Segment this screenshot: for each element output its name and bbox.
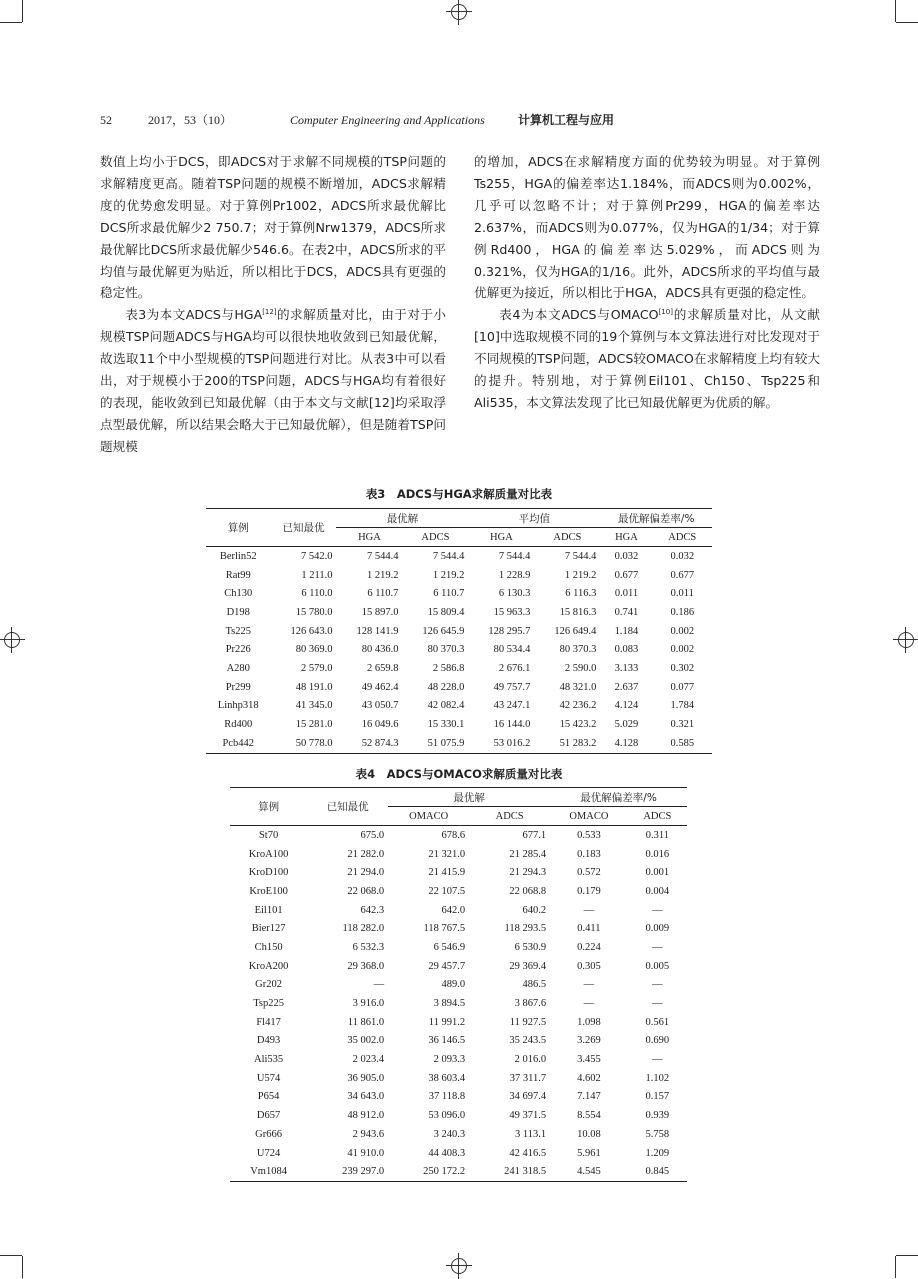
table-cell: 0.077 (670, 681, 695, 693)
table-row (206, 734, 712, 753)
cell-instance: KroE100 (249, 885, 288, 897)
table-cell: 6 130.3 (498, 588, 531, 600)
table-cell: 2 016.0 (514, 1054, 547, 1066)
cell-instance: D657 (256, 1110, 281, 1122)
table-cell: 15 963.3 (493, 606, 531, 618)
table-cell: 11 861.0 (347, 1016, 385, 1028)
table-cell: 1.784 (670, 700, 695, 712)
table-cell: 7 544.4 (564, 550, 597, 562)
table-row (206, 678, 712, 697)
table-cell: 22 068.0 (347, 885, 385, 897)
registration-mark-bottom (446, 1253, 472, 1279)
table-cell: 640.2 (522, 904, 547, 916)
table-cell: 80 369.0 (295, 644, 333, 656)
table-cell: 53 096.0 (428, 1110, 466, 1122)
table-cell: 0.016 (645, 848, 670, 860)
table-cell: 0.009 (645, 923, 670, 935)
cell-instance: D493 (256, 1035, 281, 1047)
col-header-best: 最优解 (336, 509, 468, 528)
sub-header-adcs: ADCS (553, 531, 582, 543)
table-cell: 6 110.7 (367, 588, 399, 600)
table-cell: 49 757.7 (493, 681, 531, 693)
cell-instance: Rat99 (225, 569, 251, 581)
cell-instance: KroA100 (248, 848, 289, 860)
table-cell: — (652, 904, 663, 916)
table-cell: 0.186 (670, 606, 695, 618)
cell-instance: Pr226 (225, 644, 251, 656)
table-row (230, 994, 687, 1013)
paragraph: 数值上均小于DCS，即ADCS对于求解不同规模的TSP问题的求解精度更高。随着TSP问题的规模不断增加，ADCS求解精度的优势愈发明显。对于算例Pr1002，ADCS所求最优解比DCS所求最优解少2 750.7；对于算例Nrw1379，ADCS所求最优解比DCS所求最优解少546.6。在表2中，ADCS所求的平均值与最优解更为贴近，所以相比于DCS，ADCS具有更强的稳定性。 (100, 154, 446, 301)
paragraph-text: 表4为本文ADCS与OMACO (499, 307, 659, 323)
table-cell: 38 603.4 (428, 1072, 466, 1084)
table-cell: 43 050.7 (361, 700, 399, 712)
cell-instance: Bier127 (251, 923, 286, 935)
cell-instance: Ts225 (225, 625, 251, 637)
table-cell: 21 282.0 (347, 848, 385, 860)
right-column (474, 151, 820, 414)
crop-mark (895, 1256, 896, 1278)
table-cell: 0.002 (670, 625, 695, 637)
sub-header-hga: HGA (490, 531, 513, 543)
table-cell: 1.209 (645, 1147, 670, 1159)
table-cell: 49 371.5 (509, 1110, 547, 1122)
table-cell: 7 544.4 (432, 550, 465, 562)
citation-ref: [10] (658, 308, 673, 317)
table-cell: 241 318.5 (504, 1166, 547, 1178)
table-cell: 126 643.0 (290, 625, 333, 637)
paragraph-text: 表3为本文ADCS与HGA (125, 307, 263, 323)
table-cell: 1 211.0 (301, 569, 333, 581)
table-row (230, 957, 687, 976)
table-row (230, 863, 687, 882)
table-cell: 15 897.0 (361, 606, 399, 618)
cell-instance: Gr666 (255, 1128, 283, 1140)
table-cell: 0.561 (645, 1016, 670, 1028)
table-cell: 36 146.5 (428, 1035, 466, 1047)
table-cell: 0.083 (614, 644, 639, 656)
table-cell: 126 649.4 (554, 625, 597, 637)
table-cell: 126 645.9 (422, 625, 465, 637)
table-cell: 0.157 (645, 1091, 670, 1103)
table-cell: 1.184 (614, 625, 639, 637)
table-row (230, 976, 687, 995)
table4-caption: 表4 ADCS与OMACO求解质量对比表 (355, 767, 563, 781)
cell-instance: U574 (256, 1072, 281, 1084)
running-head (100, 111, 820, 131)
table-cell: 3 916.0 (352, 998, 385, 1010)
table-cell: 0.224 (577, 941, 601, 953)
table-cell: 0.302 (670, 662, 695, 674)
table-cell: 11 991.2 (428, 1016, 466, 1028)
table-row (230, 1013, 687, 1032)
journal-title-cn: 计算机工程与应用 (518, 113, 615, 127)
table-row (206, 659, 712, 678)
col-header-instance: 算例 (206, 509, 270, 547)
sub-header-adcs: ADCS (495, 810, 524, 822)
table-cell: 0.677 (670, 569, 695, 581)
table-cell: 2 093.3 (433, 1054, 466, 1066)
table-cell: 2 579.0 (300, 662, 333, 674)
table-cell: 43 247.1 (493, 700, 531, 712)
table-cell: 49 462.4 (361, 681, 399, 693)
table-cell: 3.455 (577, 1054, 601, 1066)
crop-mark (0, 22, 22, 23)
table-cell: 29 457.7 (428, 960, 466, 972)
cell-instance: Ch150 (254, 941, 283, 953)
col-header-known-optimal: 已知最优 (307, 788, 388, 826)
table-cell: — (583, 904, 595, 916)
table-cell: 42 082.4 (427, 700, 465, 712)
table-cell: 1.098 (577, 1016, 601, 1028)
table-cell: 15 809.4 (427, 606, 465, 618)
table-cell: 3 240.3 (433, 1128, 466, 1140)
table-cell: 15 780.0 (295, 606, 333, 618)
cell-instance: Berlin52 (219, 550, 257, 562)
cell-instance: Vm1084 (250, 1166, 287, 1178)
table-cell: 118 767.5 (423, 923, 466, 935)
table-cell: 29 368.0 (347, 960, 385, 972)
table-row (230, 1162, 687, 1181)
table-row (230, 938, 687, 957)
table-cell: 2.637 (614, 681, 639, 693)
table-cell: 0.032 (670, 550, 695, 562)
table-cell: 0.741 (614, 606, 639, 618)
sub-header-omaco: OMACO (569, 810, 609, 822)
cell-instance: Pr299 (225, 681, 251, 693)
crop-mark (896, 1255, 918, 1256)
table-cell: 10.08 (577, 1128, 601, 1140)
paragraph (474, 304, 820, 414)
table-cell: 44 408.3 (428, 1147, 466, 1159)
table-cell: 53 016.2 (493, 737, 531, 749)
table-row (230, 826, 687, 845)
cell-instance: St70 (258, 829, 279, 841)
table-cell: 0.002 (670, 644, 695, 656)
table-cell: 37 311.7 (509, 1072, 547, 1084)
table-cell: 2 586.8 (432, 662, 465, 674)
table-cell: — (583, 998, 595, 1010)
table-cell: 675.0 (360, 829, 385, 841)
table-cell: 6 116.3 (565, 588, 597, 600)
table-cell: 1 219.2 (366, 569, 399, 581)
cell-instance: P654 (257, 1091, 280, 1103)
table-row (206, 622, 712, 641)
paragraph (100, 304, 446, 457)
table-cell: 15 281.0 (295, 719, 333, 731)
table-cell: — (652, 979, 663, 991)
table-cell: 250 172.2 (423, 1166, 466, 1178)
sub-header-adcs: ADCS (421, 531, 450, 543)
table-cell: 0.690 (645, 1035, 670, 1047)
col-header-instance: 算例 (230, 788, 307, 826)
table-row (230, 1032, 687, 1051)
table3-caption: 表3 ADCS与HGA求解质量对比表 (365, 487, 553, 501)
table-cell: 0.004 (645, 885, 670, 897)
table-cell: 6 546.9 (433, 941, 466, 953)
registration-mark-right (893, 627, 918, 653)
table-cell: 3 867.6 (514, 998, 547, 1010)
table-cell: 8.554 (577, 1110, 601, 1122)
table-cell: 118 293.5 (504, 923, 547, 935)
table-cell: 51 075.9 (427, 737, 465, 749)
table-cell: 22 107.5 (428, 885, 466, 897)
crop-mark (0, 1255, 22, 1256)
table-cell: 1.102 (645, 1072, 670, 1084)
table-cell: 80 370.3 (427, 644, 465, 656)
table-row (206, 566, 712, 585)
registration-mark-left (0, 627, 25, 653)
table-cell: 486.5 (522, 979, 547, 991)
table-cell: 52 874.3 (361, 737, 399, 749)
table-cell: 4.124 (614, 700, 639, 712)
table-cell: 36 905.0 (347, 1072, 385, 1084)
table-cell: 6 530.9 (514, 941, 547, 953)
paragraph: 的增加，ADCS在求解精度方面的优势较为明显。对于算例Ts255，HGA的偏差率达1.184%，而ADCS则为0.002%，几乎可以忽略不计；对于算例Pr299，HGA的偏差率达2.637%，而ADCS则为0.077%，仅为HGA的1/34；对于算例Rd400，HGA的偏差率达5.029%，而ADCS则为0.321%，仅为HGA的1/16。此外，ADCS所求的平均值与最优解更为接近，所以相比于HGA，ADCS具有更强的稳定性。 (474, 154, 820, 301)
table-cell: 37 118.8 (428, 1091, 466, 1103)
table-cell: 4.128 (614, 737, 639, 749)
table-cell: 5.961 (577, 1147, 601, 1159)
table-cell: 2 943.6 (352, 1128, 385, 1140)
cell-instance: Tsp225 (253, 998, 284, 1010)
registration-mark-top (446, 0, 472, 25)
table-row (230, 901, 687, 920)
table-cell: 0.011 (614, 588, 639, 600)
table-cell: 42 416.5 (509, 1147, 547, 1159)
table-row (206, 640, 712, 659)
table-cell: 41 345.0 (295, 700, 333, 712)
table-cell: 128 141.9 (356, 625, 399, 637)
table-cell: 6 110.0 (301, 588, 333, 600)
cell-instance: KroA200 (248, 960, 289, 972)
table-cell: 21 285.4 (509, 848, 547, 860)
table-cell: 80 370.3 (559, 644, 597, 656)
table-cell: 6 532.3 (352, 941, 385, 953)
table-cell: 15 423.2 (559, 719, 597, 731)
table-cell: 80 436.0 (361, 644, 399, 656)
table-row (230, 1050, 687, 1069)
table-cell: 15 816.3 (559, 606, 597, 618)
table-cell: 3 113.1 (514, 1128, 547, 1140)
table-cell: 2 676.1 (498, 662, 531, 674)
crop-mark (22, 0, 23, 22)
table-cell: 3.269 (577, 1035, 601, 1047)
table-row (206, 715, 712, 734)
table-row (230, 919, 687, 938)
sub-header-hga: HGA (358, 531, 381, 543)
table-row (230, 1088, 687, 1107)
table-row (230, 882, 687, 901)
table-cell: 51 283.2 (559, 737, 597, 749)
table-cell: 0.572 (577, 867, 601, 879)
sub-header-adcs: ADCS (643, 810, 672, 822)
table-cell: 21 415.9 (428, 867, 466, 879)
table-cell: 0.183 (577, 848, 601, 860)
col-header-best: 最优解 (388, 788, 550, 807)
cell-instance: KroD100 (248, 867, 289, 879)
col-header-deviation: 最优解偏差率/% (550, 788, 687, 807)
table-cell: 4.602 (577, 1072, 601, 1084)
volume-issue: 2017，53（10） (148, 113, 233, 127)
table-cell: 16 144.0 (493, 719, 531, 731)
col-header-known-optimal: 已知最优 (270, 509, 336, 547)
table-cell: 489.0 (441, 979, 466, 991)
table-row (230, 1144, 687, 1163)
table-cell: 0.939 (645, 1110, 670, 1122)
left-column (100, 151, 446, 458)
table-cell: — (652, 941, 663, 953)
table-cell: 29 369.4 (509, 960, 547, 972)
table-row (230, 1106, 687, 1125)
table-cell: 0.032 (614, 550, 639, 562)
table-cell: 35 243.5 (509, 1035, 547, 1047)
table-cell: 0.585 (670, 737, 695, 749)
cell-instance: D198 (226, 606, 250, 618)
table-cell: 48 191.0 (295, 681, 333, 693)
paragraph-text: 的求解质量对比，由于对于小规模TSP问题ADCS与HGA均可以很快地收敛到已知最优解，故选取11个中小型规模的TSP问题进行对比。从表3中可以看出，对于规模小于200的TSP问题，ADCS与HGA均有着很好的表现，能收敛到已知最优解（由于本文与文献[12]均采取浮点型最优解，所以结果会略大于已知最优解），但是随着TSP问题规模 (100, 307, 446, 454)
page-number: 52 (100, 113, 112, 127)
table-cell: 0.845 (645, 1166, 670, 1178)
table-cell: 16 049.6 (361, 719, 399, 731)
table-cell: 2 023.4 (352, 1054, 385, 1066)
col-header-deviation: 最优解偏差率/% (600, 509, 712, 528)
table-row (206, 547, 712, 566)
col-header-average: 平均值 (468, 509, 600, 528)
cell-instance: Pcb442 (222, 737, 254, 749)
table-cell: — (373, 979, 385, 991)
table-cell: 239 297.0 (342, 1166, 385, 1178)
table-cell: 21 294.3 (509, 867, 547, 879)
table-row (206, 697, 712, 716)
table-row (230, 1069, 687, 1088)
cell-instance: Linhp318 (217, 700, 259, 712)
table-cell: 35 002.0 (347, 1035, 385, 1047)
table-cell: 642.0 (441, 904, 466, 916)
table-cell: 42 236.2 (559, 700, 597, 712)
table-row (206, 603, 712, 622)
table-cell: 21 321.0 (428, 848, 466, 860)
table4 (230, 787, 687, 1182)
table-cell: 34 697.4 (509, 1091, 547, 1103)
table-cell: 0.411 (577, 923, 601, 935)
table-cell: 0.001 (645, 867, 670, 879)
table-cell: — (583, 979, 595, 991)
table-cell: 6 110.7 (433, 588, 465, 600)
table-cell: 1 219.2 (432, 569, 465, 581)
table-cell: 677.1 (522, 829, 547, 841)
table-cell: 1 219.2 (564, 569, 597, 581)
citation-ref: [12] (262, 308, 277, 317)
crop-mark (22, 1256, 23, 1278)
table3-body (206, 547, 712, 754)
table-cell: 3 894.5 (433, 998, 466, 1010)
crop-mark (896, 22, 918, 23)
paragraph-text: 的求解质量对比，从文献[10]中选取规模不同的19个算例与本文算法进行对比发现对于不同规模的TSP问题，ADCS较OMACO在求解精度上均有较大的提升。特别地，对于算例Eil101、Ch150、Tsp225和Ali535，本文算法发现了比已知最优解更为优质的解。 (474, 307, 821, 410)
table-cell: 48 228.0 (427, 681, 465, 693)
table-cell: 41 910.0 (347, 1147, 385, 1159)
crop-mark (895, 0, 896, 22)
table-cell: 80 534.4 (493, 644, 531, 656)
sub-header-omaco: OMACO (409, 810, 449, 822)
table-cell: 678.6 (441, 829, 466, 841)
table-cell: 0.321 (670, 719, 695, 731)
table-cell: 48 321.0 (559, 681, 597, 693)
table-cell: 0.179 (577, 885, 601, 897)
table-row (206, 584, 712, 603)
table-cell: 0.311 (645, 829, 669, 841)
table-cell: 642.3 (360, 904, 385, 916)
table-cell: 11 927.5 (509, 1016, 547, 1028)
table-cell: 21 294.0 (347, 867, 385, 879)
table-cell: 5.029 (614, 719, 639, 731)
cell-instance: Ali535 (254, 1054, 284, 1066)
table-cell: 7 542.0 (300, 550, 333, 562)
table-cell: 7 544.4 (366, 550, 399, 562)
table-cell: 3.133 (614, 662, 639, 674)
table-cell: 0.305 (577, 960, 601, 972)
table-cell: 0.677 (614, 569, 639, 581)
cell-instance: Gr202 (255, 979, 283, 991)
cell-instance: Eil101 (254, 904, 283, 916)
table-cell: 128 295.7 (488, 625, 531, 637)
cell-instance: Fl417 (256, 1016, 281, 1028)
table-row (230, 1125, 687, 1144)
table-cell: 118 282.0 (342, 923, 385, 935)
table-cell: 50 778.0 (295, 737, 333, 749)
table-cell: 22 068.8 (509, 885, 547, 897)
cell-instance: Ch130 (224, 588, 253, 600)
table-cell: — (652, 998, 663, 1010)
cell-instance: A280 (226, 662, 250, 674)
table-cell: 0.005 (645, 960, 670, 972)
table-cell: 2 659.8 (366, 662, 399, 674)
table-cell: 0.533 (577, 829, 601, 841)
table-row (230, 845, 687, 864)
table-cell: — (652, 1054, 663, 1066)
table4-body (230, 826, 687, 1182)
table-cell: 4.545 (577, 1166, 601, 1178)
table-cell: 0.011 (670, 588, 694, 600)
table-cell: 34 643.0 (347, 1091, 385, 1103)
table-cell: 15 330.1 (427, 719, 465, 731)
cell-instance: Rd400 (224, 719, 253, 731)
table3 (206, 508, 712, 754)
table-cell: 7 544.4 (498, 550, 531, 562)
sub-header-hga: HGA (615, 531, 638, 543)
table-cell: 5.758 (645, 1128, 670, 1140)
journal-title-en: Computer Engineering and Applications (290, 113, 485, 127)
cell-instance: U724 (256, 1147, 281, 1159)
table-cell: 48 912.0 (347, 1110, 385, 1122)
table-cell: 2 590.0 (564, 662, 597, 674)
sub-header-adcs: ADCS (668, 531, 697, 543)
table-cell: 7.147 (577, 1091, 601, 1103)
table-cell: 1 228.9 (498, 569, 531, 581)
